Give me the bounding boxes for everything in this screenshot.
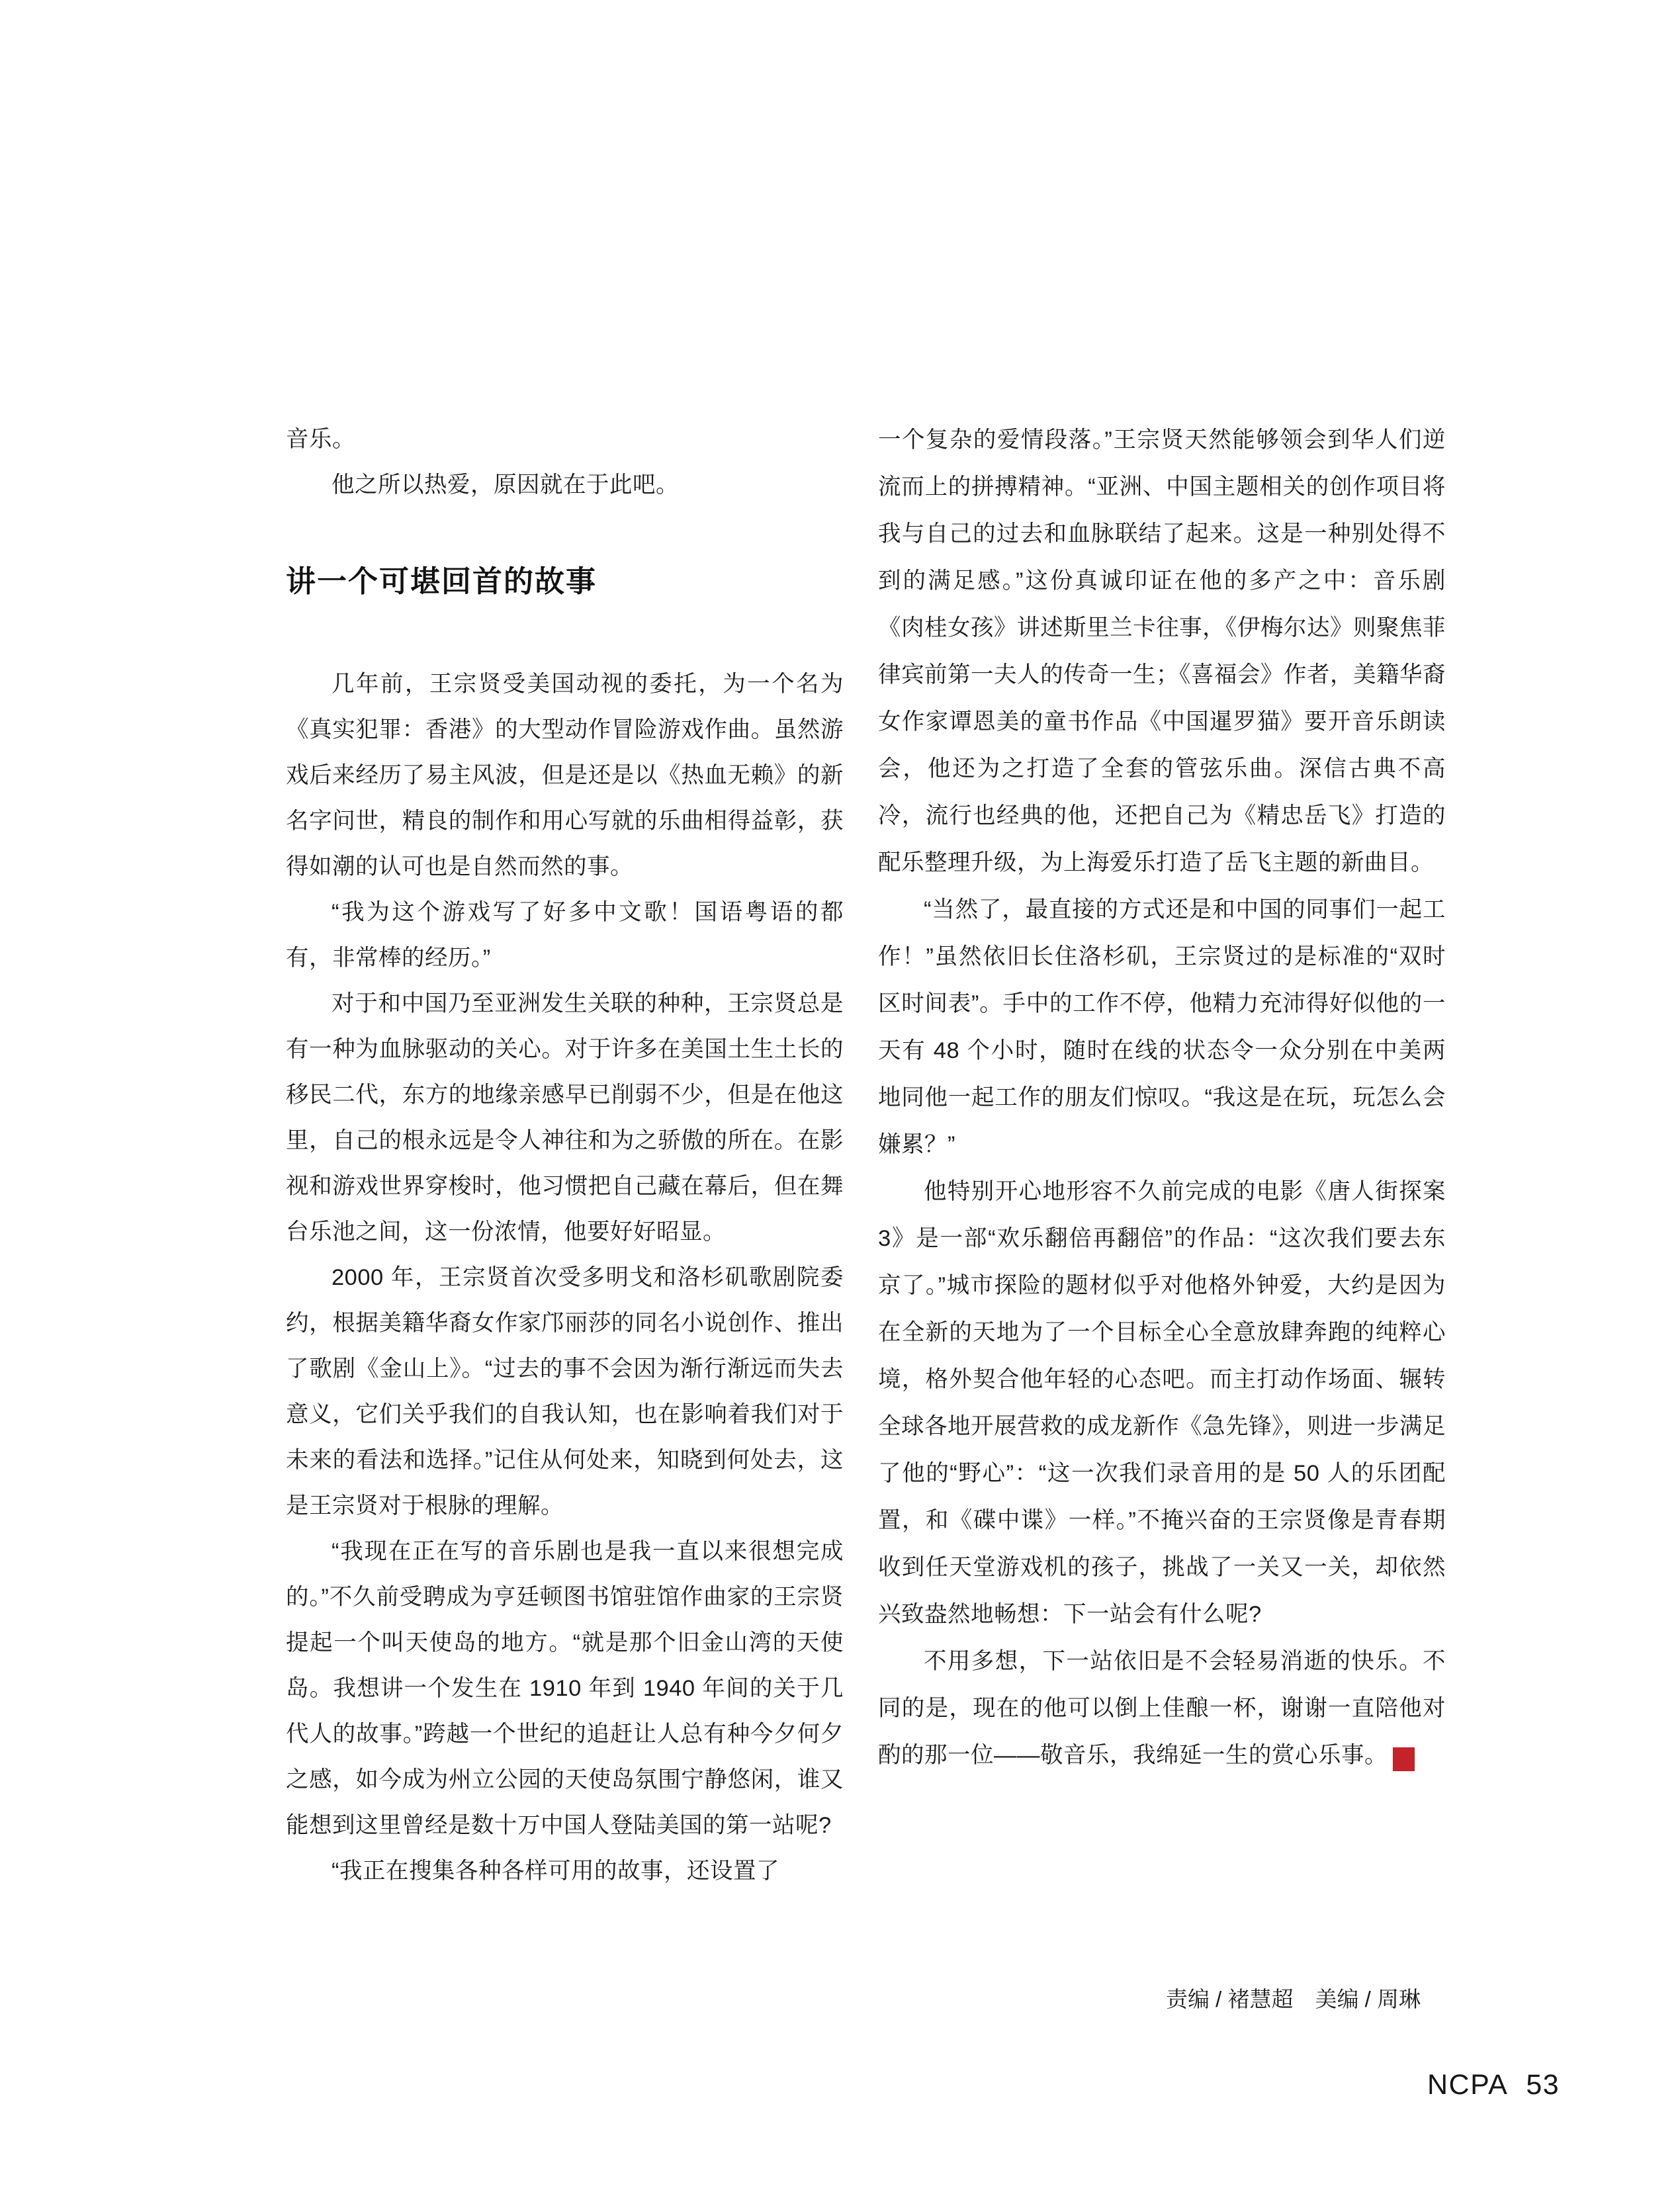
intro-paragraph: 他之所以热爱，原因就在于此吧。 [332,472,679,498]
section-heading: 讲一个可堪回首的故事 [286,564,597,598]
right-column [878,417,1452,1779]
body-paragraph: 对于和中国乃至亚洲发生关联的种种，王宗贤总是有一种为血脉驱动的关心。对于许多在美国土生土长的移民二代，东方的地缘亲感早已削弱不少，但是在他这里，自己的根永远是令人神往和为之骄傲的所在。在影视和游戏世界穿梭时，他习惯把自己藏在幕后，但在舞台乐池之间，这一份浓情，他要好好昭显。 [286,991,844,1245]
ncpa-seal-icon [1393,1747,1452,1771]
body-paragraph: “我为这个游戏写了好多中文歌！国语粤语的都有，非常棒的经历。” [286,900,844,971]
body-paragraph: 几年前，王宗贤受美国动视的委托，为一个名为《真实犯罪：香港》的大型动作冒险游戏作曲。虽然游戏后来经历了易主风波，但是还是以《热血无赖》的新名字问世，精良的制作和用心写就的乐曲相得益彰，获得如潮的认可也是自然而然的事。 [286,672,844,879]
left-column [286,417,844,1894]
body-paragraph: 他特别开心地形容不久前完成的电影《唐人街探案 3》是一部“欢乐翻倍再翻倍”的作品：“这次我们要去东京了。”城市探险的题材似乎对他格外钟爱，大约是因为在全新的天地为了一个目标全心全意放肆奔跑的纯粹心境，格外契合他年轻的心态吧。而主打动作场面、辗转全球各地开展营救的成龙新作《急先锋》，则进一步满足了他的“野心”：“这一次我们录音用的是 50 人的乐团配置，和《碟中谍》一样。”不掩兴奋的王宗贤像是青春期收到任天堂游戏机的孩子，挑战了一关又一关，却依然兴致盎然地畅想：下一站会有什么呢? [878,1179,1446,1627]
editor-credits: 责编 / 褚慧超 美编 / 周琳 [1165,1987,1421,2011]
body-paragraph: 一个复杂的爱情段落。”王宗贤天然能够领会到华人们逆流而上的拼搏精神。“亚洲、中国主题相关的创作项目将我与自己的过去和血脉联结了起来。这是一种别处得不到的满足感。”这份真诚印证在他的多产之中：音乐剧《肉桂女孩》讲述斯里兰卡往事，《伊梅尔达》则聚焦菲律宾前第一夫人的传奇一生；《喜福会》作者，美籍华裔女作家谭恩美的童书作品《中国暹罗猫》要开音乐朗读会，他还为之打造了全套的管弦乐曲。深信古典不高冷，流行也经典的他，还把自己为《精忠岳飞》打造的配乐整理升级，为上海爱乐打造了岳飞主题的新曲目。 [878,427,1446,875]
ncpa-seal-text-top: NC [1438,1748,1452,1759]
closing-paragraph [878,1638,1452,1779]
body-paragraph: 2000 年，王宗贤首次受多明戈和洛杉矶歌剧院委约，根据美籍华裔女作家邝丽莎的同名小说创作、推出了歌剧《金山上》。“过去的事不会因为渐行渐远而失去意义，它们关乎我们的自我认知，也在影响着我们对于未来的看法和选择。”记住从何处来，知晓到何处去，这是王宗贤对于根脉的理解。 [286,1265,844,1518]
ncpa-seal-text-bottom: PA [1438,1758,1451,1768]
body-paragraph: “当然了，最直接的方式还是和中国的同事们一起工作！”虽然依旧长住洛杉矶，王宗贤过的是标准的“双时区时间表”。手中的工作不停，他精力充沛得好似他的一天有 48 个小时，随时在线的状态令一众分别在中美两地同他一起工作的朋友们惊叹。“我这是在玩，玩怎么会嫌累？” [878,897,1446,1157]
body-paragraph: “我正在搜集各种各样可用的故事，还设置了 [332,1859,779,1884]
continuation-paragraph: 音乐。 [286,427,355,452]
page-number: NCPA 53 [1427,2069,1560,2101]
body-paragraph: “我现在正在写的音乐剧也是我一直以来很想完成的。”不久前受聘成为亨廷顿图书馆驻馆作曲家的王宗贤提起一个叫天使岛的地方。“就是那个旧金山湾的天使岛。我想讲一个发生在 1910 年到 1940 年间的关于几代人的故事。”跨越一个世纪的追赶让人总有种今夕何夕之感，如今成为州立公园的天使岛氛围宁静悠闲，谁又能想到这里曾经是数十万中国人登陆美国的第一站呢? [286,1539,844,1838]
closing-paragraph-text: 不用多想，下一站依旧是不会轻易消逝的快乐。不同的是，现在的他可以倒上佳酿一杯，谢谢一直陪他对酌的那一位——敬音乐，我绵延一生的赏心乐事。 [878,1649,1446,1768]
